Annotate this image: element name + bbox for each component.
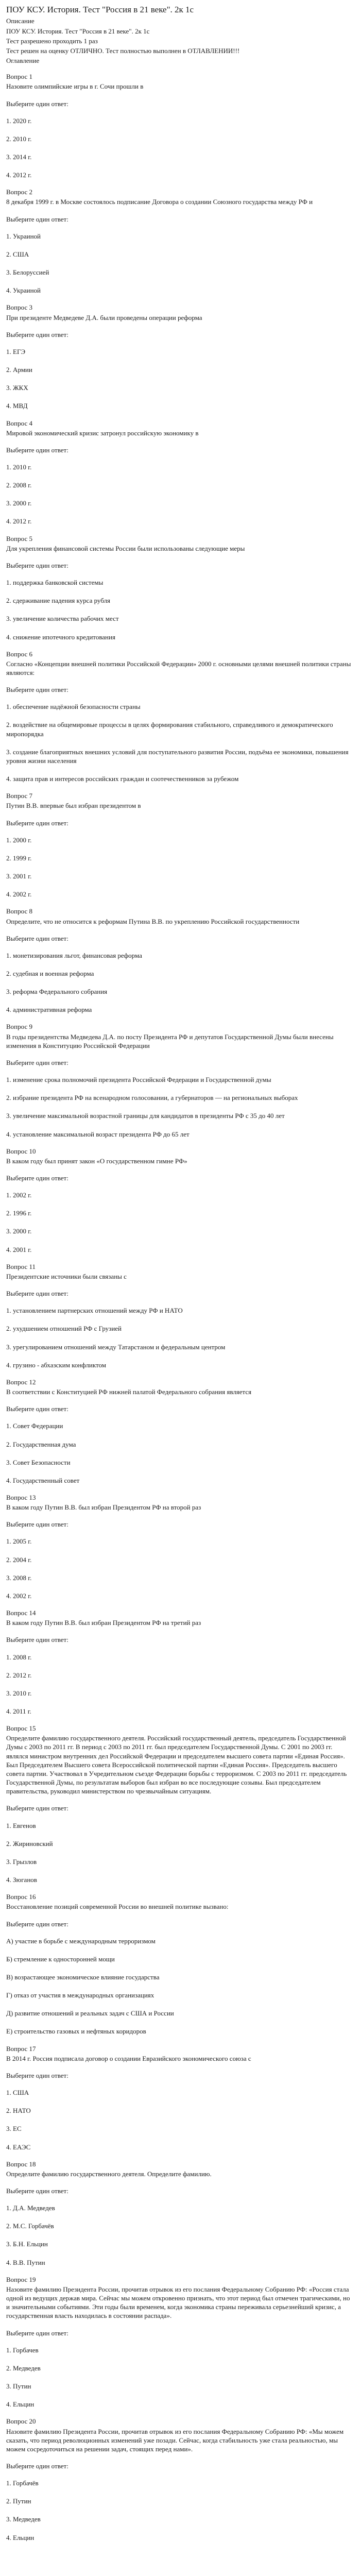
question-block — [6, 534, 355, 641]
answer-option[interactable]: 2. ухудшением отношений РФ с Грузией — [6, 1325, 122, 1333]
answer-prompt: Выберите один ответ: — [6, 1174, 68, 1182]
question-number: Вопрос 19 — [6, 2275, 36, 2283]
answer-option[interactable]: 4. 2001 г. — [6, 1245, 32, 1253]
question-block — [6, 1724, 355, 1884]
answer-option[interactable]: 1. Д.А. Медведев — [6, 2204, 55, 2212]
question-text: Определите, что не относится к реформам Путина В.В. по укреплению Российской государственности — [6, 917, 300, 925]
question-number: Вопрос 8 — [6, 907, 32, 916]
question-block — [6, 650, 355, 784]
question-text: В соответствии с Конституцией РФ нижней палатой Федерального собрания является — [6, 1388, 252, 1396]
answer-prompt: Выберите один ответ: — [6, 446, 68, 454]
answer-prompt: Выберите один ответ: — [6, 934, 68, 942]
answer-option[interactable]: 2. НАТО — [6, 2107, 31, 2115]
question-text: Восстановление позиций современной России во внешней политике вызвано: — [6, 1903, 229, 1911]
answer-option[interactable]: 4. 2011 г. — [6, 1707, 31, 1715]
answer-option[interactable]: 4. Украиной — [6, 286, 41, 295]
answer-option[interactable]: 2. 2004 г. — [6, 1555, 32, 1564]
answer-option[interactable]: 4. административная реформа — [6, 1006, 92, 1014]
answer-option[interactable]: 2. судебная и военная реформа — [6, 969, 94, 977]
answer-option[interactable]: 4. снижение ипотечного кредитования — [6, 633, 115, 641]
answer-option[interactable]: 1. Горбачев — [6, 2346, 39, 2354]
answer-option[interactable]: 4. Зюганов — [6, 1876, 37, 1884]
question-text: Согласно «Концепции внешней политики Российской Федерации» 2000 г. основными целями внешней политики страны являются: — [6, 659, 351, 676]
question-text: Президентские источники были связаны с — [6, 1272, 127, 1280]
answer-option[interactable]: 4. 2002 г. — [6, 1591, 32, 1600]
question-block — [6, 1147, 355, 1254]
answer-option[interactable]: 2. сдерживание падения курса рубля — [6, 597, 111, 605]
question-text: Для укрепления финансовой системы России были использованы следующие меры — [6, 544, 245, 552]
answer-prompt: Выберите один ответ: — [6, 1920, 68, 1928]
answer-prompt: Выберите один ответ: — [6, 2329, 68, 2337]
answer-option[interactable]: Б) стремление к односторонней мощи — [6, 1955, 115, 1963]
question-text: Определите фамилию государственного деятеля. Определите фамилию. — [6, 2170, 212, 2178]
answer-option[interactable]: 1. Горбачёв — [6, 2479, 39, 2487]
answer-prompt: Выберите один ответ: — [6, 215, 68, 223]
answer-prompt: Выберите один ответ: — [6, 1636, 68, 1644]
answer-option[interactable]: 4. 2012 г. — [6, 517, 32, 526]
answer-option[interactable]: 2. Армии — [6, 366, 32, 374]
answer-prompt: Выберите один ответ: — [6, 561, 68, 569]
answer-option[interactable]: 1. изменение срока полномочий президента Российской Федерации и Государственной думы — [6, 1076, 271, 1084]
question-block — [6, 1892, 355, 2036]
question-text: Путин В.В. впервые был избран президентом в — [6, 802, 141, 810]
answer-option[interactable]: 2. М.С. Горбачёв — [6, 2222, 54, 2230]
question-number: Вопрос 1 — [6, 73, 32, 81]
question-block — [6, 188, 355, 295]
question-number: Вопрос 6 — [6, 650, 32, 658]
answer-prompt: Выберите один ответ: — [6, 330, 68, 338]
question-number: Вопрос 5 — [6, 534, 32, 543]
answer-prompt: Выберите один ответ: — [6, 1804, 68, 1812]
answer-option[interactable]: 4. Ельцин — [6, 2400, 35, 2409]
intro-test-name: ПОУ КСУ. История. Тест "Россия в 21 веке". 2к 1с — [6, 27, 150, 35]
answer-option[interactable]: 3. урегулированием отношений между Татарстаном и федеральным центром — [6, 1343, 226, 1351]
question-block — [6, 907, 355, 1014]
answer-prompt: Выберите один ответ: — [6, 1520, 68, 1529]
answer-option[interactable]: 1. 2002 г. — [6, 1191, 32, 1199]
answer-option[interactable]: 3. Б.Н. Ельцин — [6, 2240, 48, 2248]
intro-result-note: Тест решен на оценку ОТЛИЧНО. Тест полностью выполнен в ОТЛАВЛЕНИИ!!! — [6, 46, 240, 55]
answer-option[interactable]: 3. Медведев — [6, 2515, 41, 2523]
answer-option[interactable]: 1. Евгенов — [6, 1821, 36, 1829]
answer-option[interactable]: 4. Ельцин — [6, 2533, 35, 2541]
question-number: Вопрос 17 — [6, 2044, 36, 2053]
question-number: Вопрос 14 — [6, 1609, 36, 1617]
question-number: Вопрос 2 — [6, 188, 32, 196]
answer-option[interactable]: 1. 2020 г. — [6, 116, 32, 125]
answer-option[interactable]: 2. 2012 г. — [6, 1671, 32, 1679]
answer-prompt: Выберите один ответ: — [6, 1290, 68, 1298]
question-number: Вопрос 15 — [6, 1724, 36, 1733]
question-text: Назовите фамилию Президента России, прочитав отрывок из его послания Федеральному Собранию РФ: «Россия стала одной из ведущих держав мира. Сейчас мы можем откровенно признать, что этот период был отмечен трагическими, но и значительными событиями. Эти годы были временем, когда экономика страны переживала серьезнейший кризис, а государственная власть находилась в состоянии распада». — [6, 2285, 350, 2320]
answer-option[interactable]: 4. установление максимальной возраст президента РФ до 65 лет — [6, 1130, 190, 1138]
question-number: Вопрос 12 — [6, 1378, 36, 1386]
answer-option[interactable]: 4. В.В. Путин — [6, 2258, 45, 2266]
answer-option[interactable]: 2. воздействие на общемировые процессы в целях формирования стабильного, справедливого и демократического миропорядка — [6, 721, 333, 738]
question-text: 8 декабря 1999 г. в Москве состоялось подписание Договора о создании Союзного государства между РФ и — [6, 198, 313, 206]
answer-option[interactable]: Д) развитие отношений и реальных задач с США и России — [6, 2009, 174, 2018]
answer-option[interactable]: 3. Совет Безопасности — [6, 1458, 71, 1466]
answer-option[interactable]: 3. создание благоприятных внешних условий для поступательного развития России, подъёма ее экономики, повышения уровня жизни населения — [6, 748, 349, 765]
question-block — [6, 1493, 355, 1600]
answer-option[interactable]: 2. Медведев — [6, 2364, 41, 2372]
answer-option[interactable]: 2. 2008 г. — [6, 481, 32, 489]
intro-block — [6, 16, 355, 65]
answer-option[interactable]: 2. Жириновский — [6, 1839, 53, 1848]
answer-prompt: Выберите один ответ: — [6, 1058, 68, 1066]
answer-option[interactable]: 1. 2008 г. — [6, 1653, 32, 1661]
answer-option[interactable]: Г) отказ от участия в международных организациях — [6, 1991, 154, 1999]
answer-option[interactable]: 1. монетизирования льгот, финансовая реформа — [6, 951, 142, 959]
answer-option[interactable]: 2. США — [6, 250, 29, 258]
answer-option[interactable]: 3. 2000 г. — [6, 1227, 32, 1235]
answer-option[interactable]: 4. грузино - абхазским конфликтом — [6, 1361, 106, 1369]
answer-option[interactable]: А) участие в борьбе с международным терроризмом — [6, 1937, 156, 1945]
answer-option[interactable]: 3. 2001 г. — [6, 872, 32, 880]
question-text: В каком году Путин В.В. был избран Президентом РФ на второй раз — [6, 1503, 201, 1512]
answer-option[interactable]: 1. 2005 г. — [6, 1537, 32, 1546]
answer-option[interactable]: 4. ЕАЭС — [6, 2143, 31, 2151]
answer-option[interactable]: 1. обеспечение надёжной безопасности страны — [6, 703, 141, 711]
question-block — [6, 1378, 355, 1485]
answer-option[interactable]: 1. США — [6, 2089, 29, 2097]
answer-option[interactable]: 3. Белоруссией — [6, 268, 49, 277]
question-block — [6, 2044, 355, 2151]
answer-prompt: Выберите один ответ: — [6, 686, 68, 694]
intro-attempts-note: Тест разрешено проходить 1 раз — [6, 37, 98, 45]
question-text: Определите фамилию государственного деятеля. Российский государственный деятель, председатель Государственной Думы с 2003 по 2011 гг. В период с 2003 по 2011 гг. был председателем Государственной Думы. С 2001 по 2003 гг. являлся министром внутренних дел Российской Федерации и председателем высшего совета партии «Единая Россия». Был Председателем Высшего совета Всероссийской политической партии «Единая Россия». Председатель высшего совета партии. Участвовал в Учредительном съезде Федерации борьбы с терроризмом. С 2003 по 2011 гг. председатель Государственной Думы, по результатам выборов был избран во все последующие созывы. Был председателем правительства, руководил министерством по чрезвычайным ситуациям. — [6, 1734, 347, 1795]
answer-prompt: Выберите один ответ: — [6, 99, 68, 108]
question-block — [6, 2160, 355, 2267]
answer-option[interactable]: 2. 2010 г. — [6, 134, 32, 143]
answer-option[interactable]: 2. избрание президента РФ на всенародном голосовании, а губернаторов — на региональных выборах — [6, 1094, 298, 1102]
answer-option[interactable]: 3. увеличение максимальной возрастной границы для кандидатов в президенты РФ с 35 до 40 лет — [6, 1112, 285, 1120]
answer-option[interactable]: 4. Государственный совет — [6, 1476, 80, 1484]
answer-option[interactable]: 3. Путин — [6, 2382, 31, 2391]
answer-option[interactable]: 3. ЕС — [6, 2125, 22, 2133]
question-number: Вопрос 9 — [6, 1023, 32, 1031]
question-number: Вопрос 3 — [6, 303, 32, 312]
question-block — [6, 1262, 355, 1369]
intro-description-heading: Описание — [6, 17, 35, 25]
question-block — [6, 791, 355, 899]
answer-option[interactable]: 2. 1999 г. — [6, 854, 32, 862]
question-block — [6, 72, 355, 179]
answer-option[interactable]: 1. установлением партнерских отношений между РФ и НАТО — [6, 1307, 183, 1315]
answer-option[interactable]: 1. Украиной — [6, 232, 41, 240]
answer-option[interactable]: 3. Грызлов — [6, 1857, 37, 1866]
question-block — [6, 1608, 355, 1716]
questions-list — [6, 72, 355, 2542]
answer-option[interactable]: 1. 2000 г. — [6, 836, 32, 844]
question-block — [6, 2275, 355, 2409]
question-text: Назовите фамилию Президента России, прочитав отрывок из его послания Федеральному Собранию РФ: «Мы можем сказать, что период революционных изменений уже позади. Сейчас, когда стабильность уже стала реальностью, мы можем сосредоточиться на решении задач, стоящих перед нами». — [6, 2427, 344, 2453]
answer-option[interactable]: В) возрастающее экономическое влияние государства — [6, 1973, 160, 1981]
answer-option[interactable]: 3. 2000 г. — [6, 499, 32, 507]
question-number: Вопрос 16 — [6, 1893, 36, 1901]
question-text: При президенте Медведеве Д.А. были проведены операции реформа — [6, 313, 202, 321]
question-number: Вопрос 4 — [6, 419, 32, 427]
question-text: Мировой экономический кризис затронул российскую экономику в — [6, 429, 199, 437]
answer-option[interactable]: 2. 1996 г. — [6, 1209, 32, 1217]
answer-option[interactable]: 3. реформа Федерального собрания — [6, 988, 108, 996]
answer-option[interactable]: 1. Совет Федерации — [6, 1422, 63, 1430]
question-number: Вопрос 10 — [6, 1147, 36, 1155]
answer-option[interactable]: Е) строительство газовых и нефтяных коридоров — [6, 2027, 146, 2036]
question-number: Вопрос 20 — [6, 2417, 36, 2426]
answer-option[interactable]: 3. 2014 г. — [6, 153, 32, 161]
answer-option[interactable]: 2. Путин — [6, 2497, 31, 2505]
answer-option[interactable]: 4. защита прав и интересов российских граждан и соотечественников за рубежом — [6, 775, 239, 783]
question-number: Вопрос 11 — [6, 1262, 36, 1270]
answer-prompt: Выберите один ответ: — [6, 1405, 68, 1413]
answer-option[interactable]: 1. ЕГЭ — [6, 347, 26, 355]
answer-option[interactable]: 3. 2010 г. — [6, 1689, 32, 1697]
page-title: ПОУ КСУ. История. Тест "Россия в 21 веке". 2к 1с — [6, 5, 194, 14]
answer-option[interactable]: 3. 2008 г. — [6, 1573, 32, 1582]
question-block — [6, 419, 355, 526]
question-block — [6, 1022, 355, 1138]
answer-option[interactable]: 3. ЖКХ — [6, 384, 28, 392]
question-number: Вопрос 18 — [6, 2160, 36, 2168]
question-text: Назовите олимпийские игры в г. Сочи прошли в — [6, 82, 144, 91]
question-number: Вопрос 13 — [6, 1493, 36, 1501]
question-block — [6, 2417, 355, 2541]
intro-toc-link[interactable]: Оглавление — [6, 57, 40, 65]
answer-option[interactable]: 4. 2012 г. — [6, 171, 32, 179]
question-text: В каком году Путин В.В. был избран Президентом РФ на третий раз — [6, 1619, 201, 1627]
answer-prompt: Выберите один ответ: — [6, 819, 68, 827]
answer-option[interactable]: 3. увеличение количества рабочих мест — [6, 615, 119, 623]
question-number: Вопрос 7 — [6, 792, 32, 800]
answer-prompt: Выберите один ответ: — [6, 2187, 68, 2195]
question-text: В годы президентства Медведева Д.А. по посту Президента РФ и депутатов Государственной Думы были внесены изменения в Конституцию Российской Федерации — [6, 1032, 334, 1049]
answer-option[interactable]: 1. 2010 г. — [6, 463, 32, 471]
answer-prompt: Выберите один ответ: — [6, 2462, 68, 2470]
question-text: В каком году был принят закон «О государственном гимне РФ» — [6, 1157, 187, 1165]
question-block — [6, 303, 355, 410]
answer-prompt: Выберите один ответ: — [6, 2071, 68, 2079]
answer-option[interactable]: 4. 2002 г. — [6, 890, 32, 899]
answer-option[interactable]: 1. поддержка банковской системы — [6, 579, 104, 587]
answer-option[interactable]: 4. МВД — [6, 402, 28, 410]
answer-option[interactable]: 2. Государственная дума — [6, 1440, 76, 1448]
question-text: В 2014 г. Россия подписала договор о создании Евразийского экономического союза с — [6, 2054, 251, 2062]
